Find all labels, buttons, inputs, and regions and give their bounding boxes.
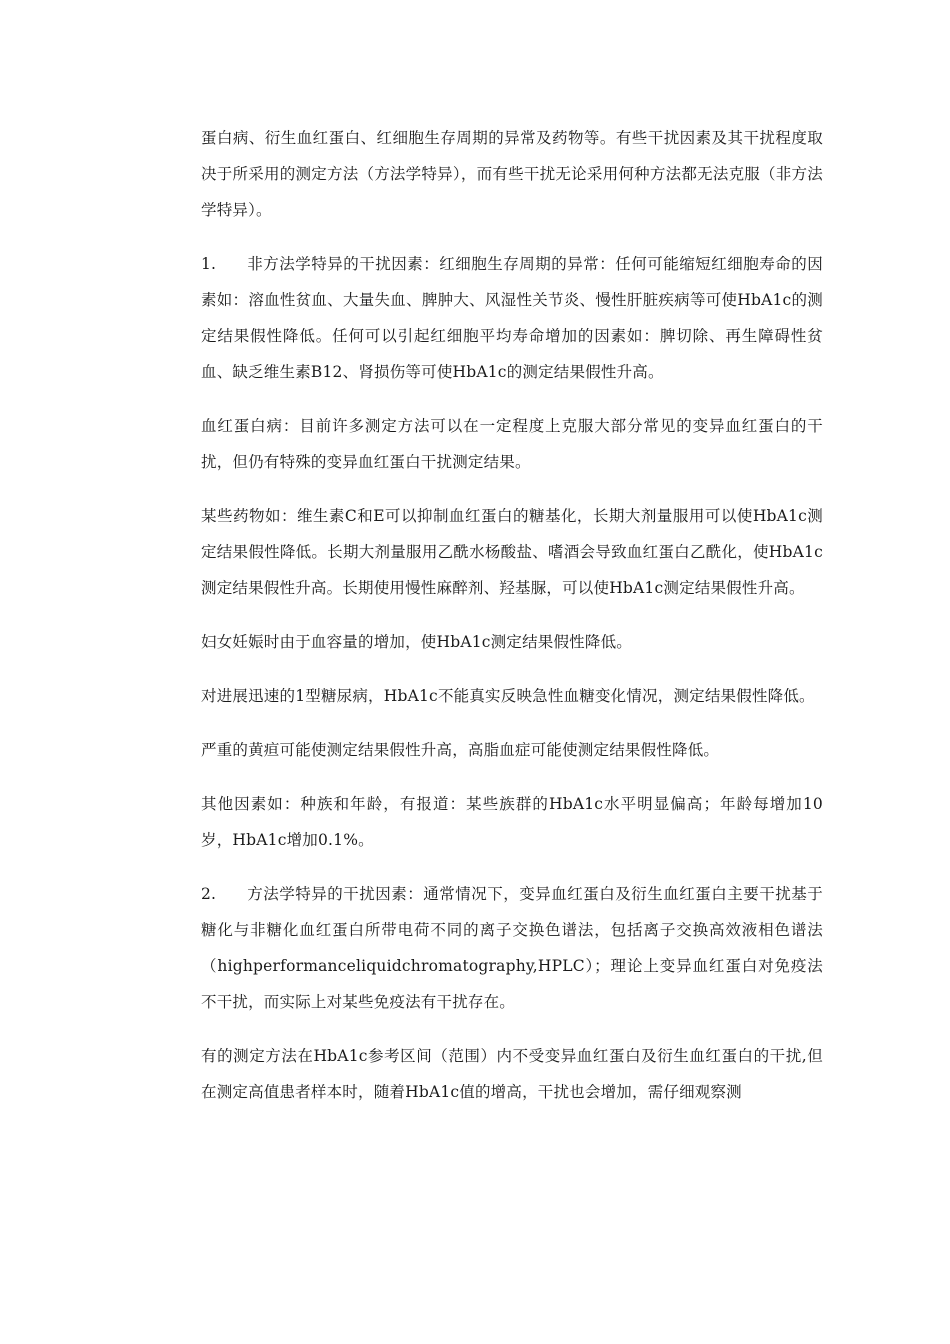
paragraph-text: 有的测定方法在HbA1c参考区间（范围）内不受变异血红蛋白及衍生血红蛋白的干扰,但在测定高值患者样本时，随着HbA1c值的增高，干扰也会增加，需仔细观察测 bbox=[201, 1047, 823, 1101]
paragraph-text: 方法学特异的干扰因素：通常情况下，变异血红蛋白及衍生血红蛋白主要干扰基于糖化与非糖化血红蛋白所带电荷不同的离子交换色谱法，包括离子交换高效液相色谱法（highperformanceliquidchromatography,HPLC）；理论上变异血红蛋白对免疫法不干扰，而实际上对某些免疫法有干扰存在。 bbox=[201, 885, 823, 1011]
item-number: 1. bbox=[201, 255, 217, 273]
document-page bbox=[201, 120, 823, 1128]
item-number: 2. bbox=[201, 885, 217, 903]
paragraph-item-2 bbox=[201, 876, 823, 1020]
paragraph-pregnancy bbox=[201, 624, 823, 660]
paragraph-jaundice bbox=[201, 732, 823, 768]
paragraph-other-factors bbox=[201, 786, 823, 858]
paragraph-text: 妇女妊娠时由于血容量的增加，使HbA1c测定结果假性降低。 bbox=[201, 633, 632, 651]
paragraph-text: 蛋白病、衍生血红蛋白、红细胞生存周期的异常及药物等。有些干扰因素及其干扰程度取决于所采用的测定方法（方法学特异），而有些干扰无论采用何种方法都无法克服（非方法学特异）。 bbox=[201, 129, 823, 219]
paragraph-intro bbox=[201, 120, 823, 228]
paragraph-method-range bbox=[201, 1038, 823, 1110]
paragraph-text: 严重的黄疸可能使测定结果假性升高，高脂血症可能使测定结果假性降低。 bbox=[201, 741, 720, 759]
paragraph-text: 血红蛋白病：目前许多测定方法可以在一定程度上克服大部分常见的变异血红蛋白的干扰，但仍有特殊的变异血红蛋白干扰测定结果。 bbox=[201, 417, 823, 471]
paragraph-text: 其他因素如：种族和年龄，有报道：某些族群的HbA1c水平明显偏高；年龄每增加10岁，HbA1c增加0.1%。 bbox=[201, 795, 823, 849]
paragraph-drugs bbox=[201, 498, 823, 606]
paragraph-text: 对进展迅速的1型糖尿病，HbA1c不能真实反映急性血糖变化情况，测定结果假性降低。 bbox=[201, 687, 815, 705]
paragraph-hemoglobinopathy bbox=[201, 408, 823, 480]
paragraph-item-1 bbox=[201, 246, 823, 390]
paragraph-type1-diabetes bbox=[201, 678, 823, 714]
paragraph-text: 某些药物如：维生素C和E可以抑制血红蛋白的糖基化，长期大剂量服用可以使HbA1c测定结果假性降低。长期大剂量服用乙酰水杨酸盐、嗜酒会导致血红蛋白乙酰化，使HbA1c测定结果假性升高。长期使用慢性麻醉剂、羟基脲，可以使HbA1c测定结果假性升高。 bbox=[201, 507, 823, 597]
paragraph-text: 非方法学特异的干扰因素：红细胞生存周期的异常：任何可能缩短红细胞寿命的因素如：溶血性贫血、大量失血、脾肿大、风湿性关节炎、慢性肝脏疾病等可使HbA1c的测定结果假性降低。任何可以引起红细胞平均寿命增加的因素如：脾切除、再生障碍性贫血、缺乏维生素B12、肾损伤等可使HbA1c的测定结果假性升高。 bbox=[201, 255, 823, 381]
